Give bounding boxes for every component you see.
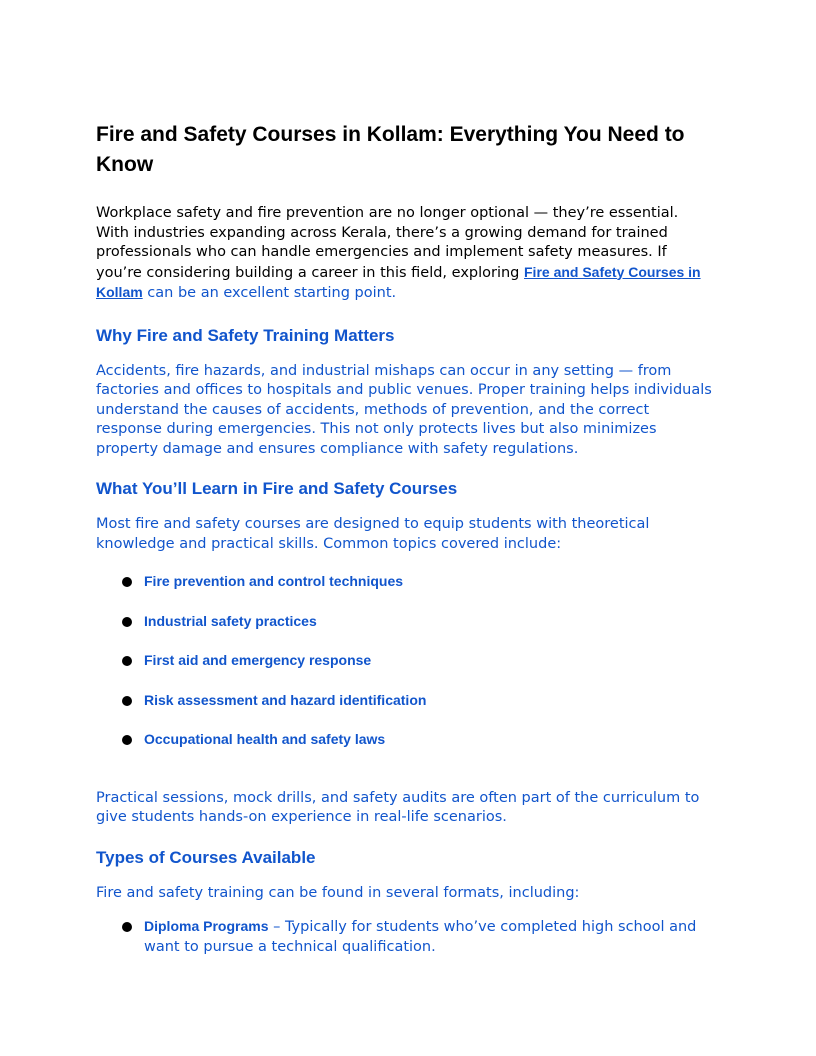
- list-item-text: Risk assessment and hazard identification: [144, 691, 427, 708]
- bullet-icon: [122, 922, 132, 932]
- list-item: [96, 612, 716, 652]
- bullet-icon: [122, 617, 132, 627]
- practical-paragraph: Practical sessions, mock drills, and safety audits are often part of the curriculum to give students hands-on experience in real-life scenarios.: [96, 789, 700, 825]
- section-body-types: Fire and safety training can be found in several formats, including:: [96, 884, 580, 901]
- format-description: – Typically for students who’ve completed high school and want to pursue a technical qualification.: [144, 919, 697, 955]
- section-heading-why: Why Fire and Safety Training Matters: [96, 325, 395, 345]
- section-body-learn: Most fire and safety courses are designed to equip students with theoretical knowledge and practical skills. Common topics covered include:: [96, 516, 650, 552]
- topics-list: [96, 572, 716, 770]
- intro-after-link: can be an excellent starting point.: [142, 285, 397, 301]
- format-term: Diploma Programs: [144, 918, 269, 934]
- bullet-icon: [122, 696, 132, 706]
- list-item: [96, 917, 714, 957]
- list-item-text: Occupational health and safety laws: [144, 731, 386, 747]
- list-item-text: Industrial safety practices: [144, 612, 317, 629]
- list-item-text: First aid and emergency response: [144, 652, 372, 668]
- section-heading-types: Types of Courses Available: [96, 847, 316, 867]
- document-body: [96, 120, 716, 957]
- courses-link[interactable]: Fire and Safety Courses in Kollam: [96, 263, 701, 300]
- list-item-text: Fire prevention and control techniques: [144, 573, 404, 589]
- page-title: Fire and Safety Courses in Kollam: Everything You Need to Know: [96, 123, 685, 176]
- bullet-icon: [122, 656, 132, 666]
- section-heading-learn: What You’ll Learn in Fire and Safety Courses: [96, 479, 458, 498]
- bullet-icon: [122, 577, 132, 587]
- section-body-why: Accidents, fire hazards, and industrial mishaps can occur in any setting — from factories and offices to hospitals and public venues. Proper training helps individuals understand the causes of accidents, methods of prevention, and the correct response during emergencies. This not only protects lives but also minimizes property damage and ensures compliance with safety regulations.: [96, 362, 712, 457]
- list-item: [96, 691, 716, 731]
- bullet-icon: [122, 735, 132, 745]
- formats-list: [96, 917, 716, 957]
- intro-paragraph: [96, 204, 711, 304]
- list-item: [96, 572, 716, 612]
- list-item: [96, 651, 716, 691]
- list-item: [96, 730, 716, 770]
- intro-text: Workplace safety and fire prevention are no longer optional — they’re essential. With industries expanding across Kerala, there’s a growing demand for trained professionals who can handle emergencies and implement safety measures. If you’re considering building a career in this field, exploring: [96, 205, 679, 281]
